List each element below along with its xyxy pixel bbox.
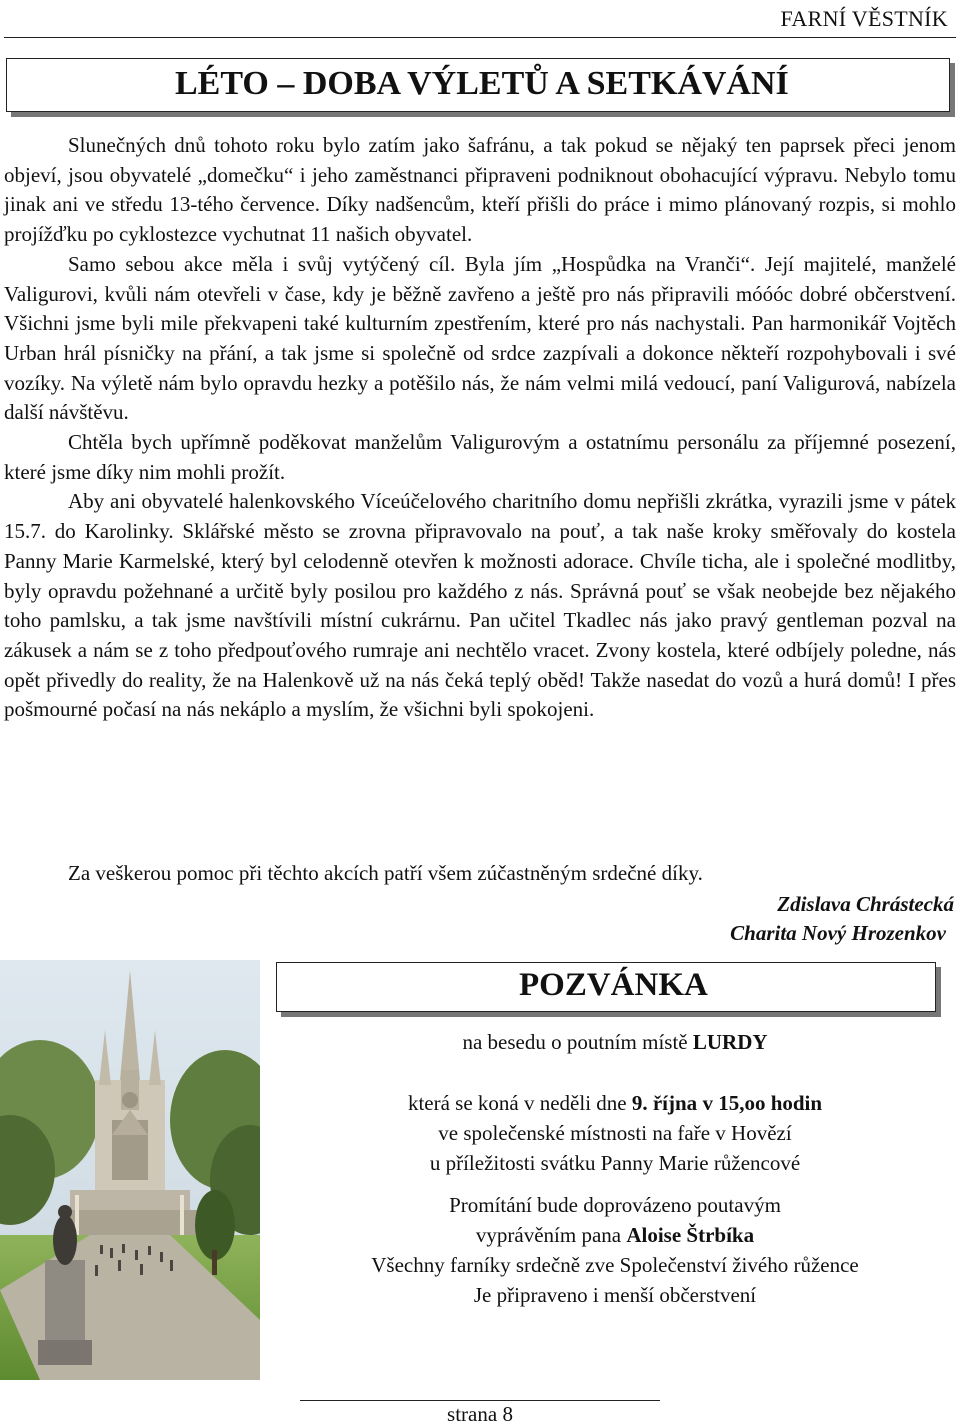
invitation-line: [270, 1223, 960, 1248]
author-organization: Charita Nový Hrozenkov: [730, 921, 946, 945]
invitation-text: vyprávěním pana: [475, 1223, 627, 1247]
invitation-time: v 15,oo hodin: [702, 1091, 823, 1115]
article-title: LÉTO – DOBA VÝLETŮ A SETKÁVÁNÍ: [175, 65, 789, 102]
article-body: [4, 131, 956, 725]
invitation-title-box: [276, 962, 936, 1012]
invitation-text: která se koná v neděli dne: [407, 1091, 632, 1115]
header-divider: [4, 37, 956, 38]
footer-divider: [300, 1400, 660, 1401]
invitation-text: na besedu o poutním místě: [462, 1030, 693, 1054]
invitation-line: Je připraveno i menší občerstvení: [473, 1283, 757, 1307]
thanks-line: Za veškerou pomoc při těchto akcích patří všem zúčastněným srdečné díky.: [68, 861, 703, 885]
article-paragraph: Slunečných dnů tohoto roku bylo zatím jako šafránu, a tak pokud se nějaký ten paprsek přeci jenom objeví, jsou obyvatelé „domečku“ i jeho zaměstnanci připraveni podniknout obohacující výpravu. Nebylo tomu jinak ani ve středu 13-tého července. Díky nadšencům, kteří přišli do práce i mimo plánovaný rozpis, si mohlo projížďku po cyklostezce vychutnat 11 našich obyvatel.: [4, 133, 956, 247]
invitation-title: POZVÁNKA: [519, 967, 708, 1003]
author-name: Zdislava Chrástecká: [777, 892, 954, 916]
invitation-line: Všechny farníky srdečně zve Společenství živého růžence: [371, 1253, 859, 1277]
invitation-line: ve společenské místnosti na faře v Hovězí: [438, 1121, 792, 1145]
article-paragraph: Chtěla bych upřímně poděkovat manželům Valigurovým a ostatnímu personálu za příjemné posezení, které jsme díky nim mohli prožít.: [4, 430, 956, 484]
page-number: strana 8: [447, 1402, 513, 1426]
newsletter-header: FARNÍ VĚSTNÍK: [780, 6, 948, 31]
lourdes-basilica-photo: [0, 960, 260, 1380]
invitation-place: LURDY: [692, 1030, 768, 1054]
article-paragraph: Samo sebou akce měla i svůj vytýčený cíl. Byla jím „Hospůdka na Vranči“. Její majitelé, manželé Valigurovi, kvůli nám otevřeli v čase, kdy je běžně zavřeno a ještě pro nás připravili móóóc dobré občerstvení. Všichni jsme byli mile překvapeni také kulturním zpestřením, které pro nás nachystali. Pan harmonikář Vojtěch Urban hrál písničky na přání, a tak jsme si společně od srdce zazpívali a dokonce někteří rozpohybovali i své vozíky. Na výletě nám bylo opravdu hezky a potěšilo nás, že nám velmi milá vedoucí, paní Valigurová, nabízela další návštěvu.: [4, 251, 956, 425]
invitation-line: [270, 1030, 960, 1055]
invitation-line: [270, 1091, 960, 1116]
signature-block: [454, 890, 954, 948]
article-title-box: [6, 58, 950, 112]
speaker-name: Aloise Štrbíka: [626, 1223, 755, 1247]
invitation-line: u příležitosti svátku Panny Marie růžencové: [429, 1151, 801, 1175]
invitation-date: 9. října: [631, 1091, 698, 1115]
invitation-line: Promítání bude doprovázeno poutavým: [449, 1193, 781, 1217]
article-paragraph: Aby ani obyvatelé halenkovského Víceúčelového charitního domu nepřišli zkrátka, vyrazili jsme v pátek 15.7. do Karolinky. Sklářské město se zrovna připravovalo na pouť, a tak naše kroky směřovaly do kostela Panny Marie Karmelské, který byl celodenně otevřen k možnosti adorace. Chvíle ticha, ale i společné modlitby, byly opravdu požehnané a určitě byly posilou pro každého z nás. Správná pouť se však neobejde bez nějakého toho pamlsku, a tak jsme navštívili místní cukrárnu. Pan učitel Tkadlec nás jako pravý gentleman pozval na zákusek a nám se z toho předpouťového rumraje ani nechtělo vracet. Zvony kostela, které odbíjely poledne, nás opět přivedly do reality, že na Halenkově už na nás čeká teplý oběd! Takže nasedat do vozů a hurá domů! I přes pošmourné počasí na nás nekáplo a myslím, že všichni byli spokojeni.: [4, 489, 956, 722]
